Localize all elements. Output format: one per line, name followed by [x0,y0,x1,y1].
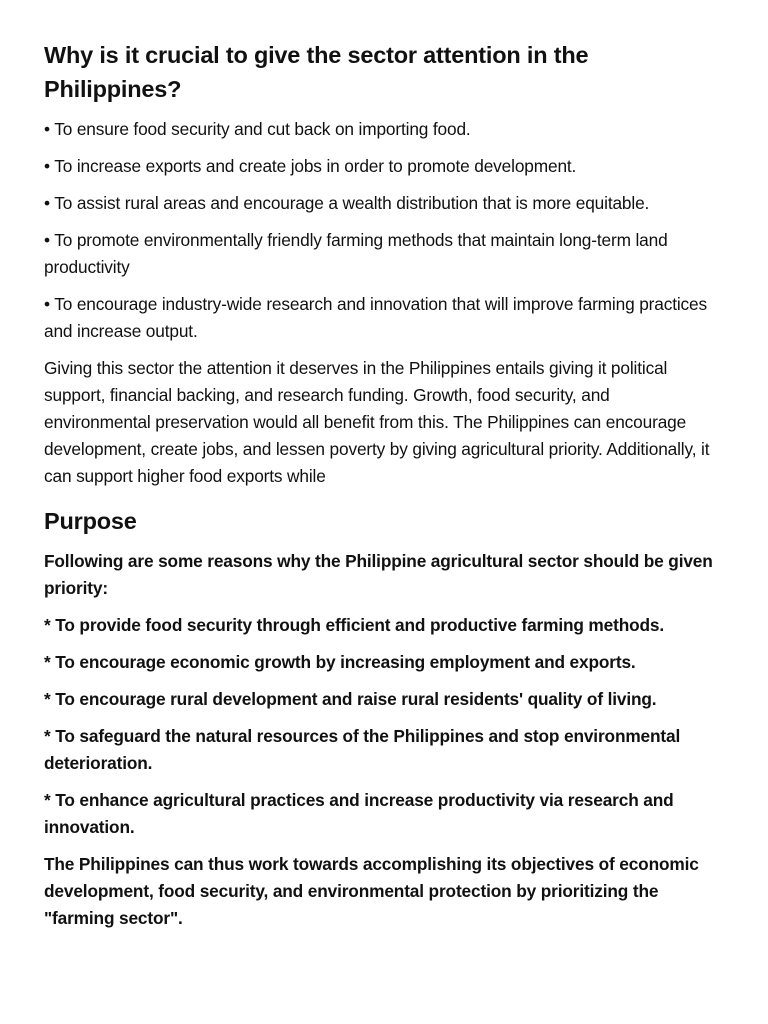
document-page [44,38,716,942]
list-item: * To provide food security through efficient and productive farming methods. [44,615,665,635]
list-item: • To encourage industry-wide research and innovation that will improve farming practices and increase output. [44,294,707,341]
body-paragraph: Giving this sector the attention it deserves in the Philippines entails giving it political support, financial backing, and research funding. Growth, food security, and environmental preservation would all benefit from this. The Philippines can encourage development, create jobs, and lessen poverty by giving agricultural priority. Additionally, it can support higher food exports while [44,358,710,486]
list-item: * To encourage economic growth by increasing employment and exports. [44,652,636,672]
section-heading-purpose: Purpose [44,508,137,534]
list-item: * To enhance agricultural practices and increase productivity via research and innovation. [44,790,674,837]
list-item: * To safeguard the natural resources of the Philippines and stop environmental deterioration. [44,726,681,773]
conclusion-paragraph: The Philippines can thus work towards accomplishing its objectives of economic development, food security, and environmental protection by prioritizing the "farming sector". [44,854,699,928]
purpose-intro: Following are some reasons why the Philippine agricultural sector should be given priority: [44,551,713,598]
list-item: • To ensure food security and cut back on importing food. [44,119,471,139]
list-item: • To assist rural areas and encourage a wealth distribution that is more equitable. [44,193,650,213]
section-heading-why: Why is it crucial to give the sector attention in the Philippines? [44,42,589,102]
purpose-list [44,612,716,841]
list-item: • To increase exports and create jobs in order to promote development. [44,156,577,176]
list-item: * To encourage rural development and raise rural residents' quality of living. [44,689,657,709]
benefits-list [44,116,716,345]
list-item: • To promote environmentally friendly farming methods that maintain long-term land productivity [44,230,668,277]
